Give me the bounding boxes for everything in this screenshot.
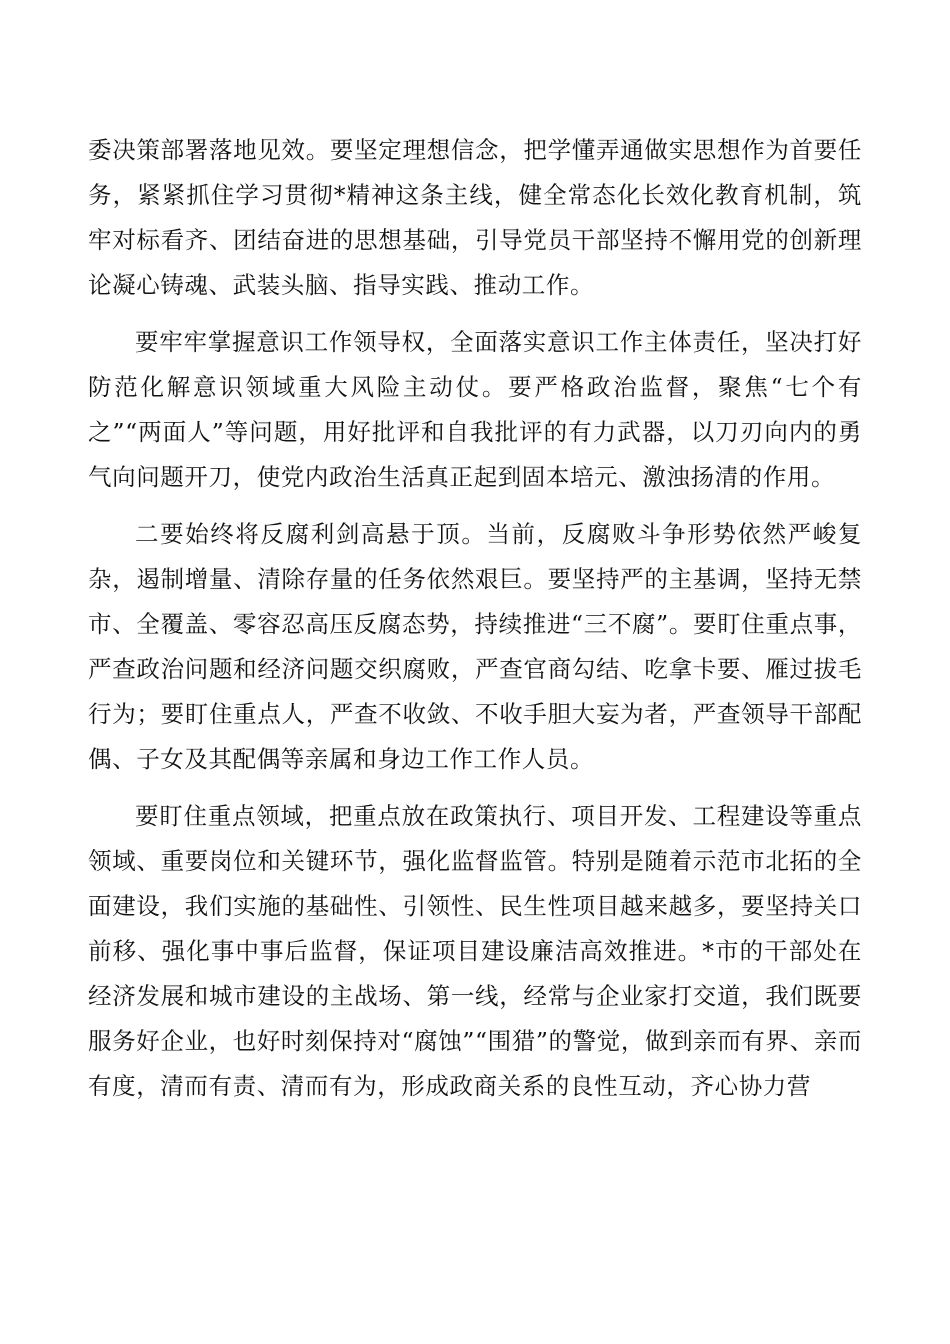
paragraph-1: 委决策部署落地见效。要坚定理想信念，把学懂弄通做实思想作为首要任务，紧紧抓住学习贯彻*精神这条主线，健全常态化长效化教育机制，筑牢对标看齐、团结奋进的思想基础，引导党员干部坚持不懈用党的创新理论凝心铸魂、武装头脑、指导实践、推动工作。 bbox=[88, 136, 862, 299]
paragraph-3: 二要始终将反腐利剑高悬于顶。当前，反腐败斗争形势依然严峻复杂，遏制增量、清除存量的任务依然艰巨。要坚持严的主基调，坚持无禁市、全覆盖、零容忍高压反腐态势，持续推进“三不腐”。要盯住重点事，严查政治问题和经济问题交织腐败，严查官商勾结、吃拿卡要、雁过拔毛行为；要盯住重点人，严查不收敛、不收手胆大妄为者，严查领导干部配偶、子女及其配偶等亲属和身边工作工作人员。 bbox=[88, 520, 862, 773]
paragraph-2: 要牢牢掌握意识工作领导权，全面落实意识工作主体责任，坚决打好防范化解意识领域重大风险主动仗。要严格政治监督，聚焦“七个有之”“两面人”等问题，用好批评和自我批评的有力武器，以刀刃向内的勇气向问题开刀，使党内政治生活真正起到固本培元、激浊扬清的作用。 bbox=[88, 328, 862, 491]
paragraph-4: 要盯住重点领域，把重点放在政策执行、项目开发、工程建设等重点领域、重要岗位和关键环节，强化监督监管。特别是随着示范市北拓的全面建设，我们实施的基础性、引领性、民生性项目越来越多，要坚持关口前移、强化事中事后监督，保证项目建设廉洁高效推进。*市的干部处在经济发展和城市建设的主战场、第一线，经常与企业家打交道，我们既要服务好企业，也好时刻保持对“腐蚀”“围猎”的警觉，做到亲而有界、亲而有度，清而有责、清而有为，形成政商关系的良性互动，齐心协力营 bbox=[88, 802, 862, 1100]
document-body bbox=[88, 128, 862, 1121]
